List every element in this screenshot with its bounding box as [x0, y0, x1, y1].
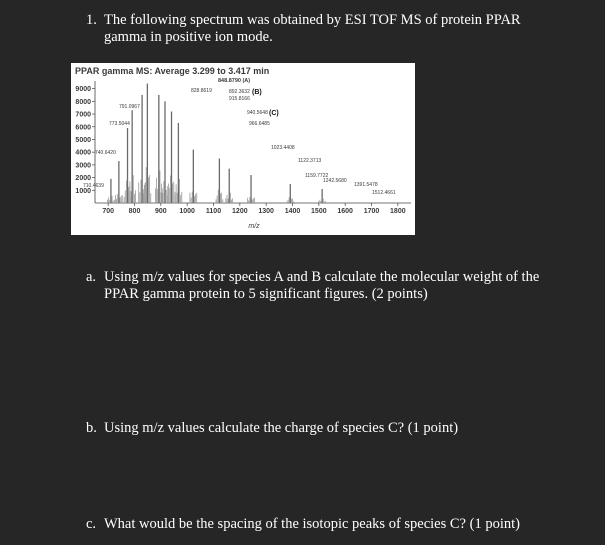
peak-label: 1512.4661	[372, 190, 396, 196]
spectrum-noise	[108, 167, 329, 203]
peak-label: 773.5044	[109, 121, 130, 127]
spectrum-header: PPAR gamma MS: Average 3.299 to 3.417 min	[75, 66, 270, 76]
peak-label: 791.0967	[119, 104, 140, 110]
x-tick-label: 1500	[311, 208, 327, 215]
y-tick-label: 1000	[75, 187, 91, 195]
y-tick-label: 7000	[75, 111, 91, 119]
x-tick-label: 700	[102, 208, 115, 215]
question-c-label: c.	[86, 516, 97, 532]
peak-label: 740.6420	[95, 150, 116, 156]
question-c-text: What would be the spacing of the isotopic peaks of species C? (1 point)	[104, 516, 520, 532]
peak-labels	[83, 78, 396, 196]
y-tick-label: 6000	[75, 124, 91, 132]
x-tick-label: 1600	[337, 208, 353, 215]
peak-label: 1159.7722	[305, 173, 329, 179]
x-tick-label: 1800	[390, 208, 406, 215]
y-tick-label: 3000	[75, 162, 91, 170]
x-axis-label: m/z	[248, 223, 260, 230]
question-1-line1: The following spectrum was obtained by ESI TOF MS of protein PPAR	[104, 12, 521, 28]
question-c	[86, 516, 566, 533]
peak-label: 966.6485	[249, 121, 270, 127]
question-a-line2: PPAR gamma protein to 5 significant figures. (2 points)	[104, 286, 428, 302]
question-a-line1: Using m/z values for species A and B calculate the molecular weight of the	[104, 269, 540, 285]
y-tick-label: 9000	[75, 86, 91, 94]
question-a	[86, 269, 556, 303]
peak-label: 828.8619	[191, 88, 212, 94]
question-a-label: a.	[86, 269, 97, 285]
peak-label: 1391.5478	[354, 182, 378, 188]
y-tick-label: 2000	[75, 175, 91, 183]
peak-label-b: (B)	[252, 89, 262, 96]
x-tick-label: 900	[154, 208, 167, 215]
x-tick-label: 1200	[232, 208, 248, 215]
peak-label: 710.4639	[83, 183, 104, 189]
y-tick-label: 5000	[75, 136, 91, 144]
peak-label: 915.8166	[229, 96, 250, 102]
peak-label-c: (C)	[269, 110, 279, 117]
question-1-line2: gamma in positive ion mode.	[104, 29, 273, 45]
question-b-label: b.	[86, 420, 97, 436]
question-b	[86, 420, 566, 437]
question-b-text: Using m/z values calculate the charge of species C? (1 point)	[104, 420, 459, 436]
mass-spectrum-chart	[71, 63, 415, 235]
x-tick-label: 1700	[363, 208, 380, 215]
spectrum-peaks	[111, 84, 322, 203]
x-tick-label: 1100	[205, 208, 222, 215]
peak-label: 892.3632	[229, 89, 250, 95]
peak-label: 940.5648	[247, 110, 268, 116]
x-axis	[95, 203, 411, 215]
peak-label: 1242.5680	[323, 178, 347, 184]
question-1	[86, 12, 526, 46]
x-tick-label: 1300	[258, 208, 274, 215]
question-1-number: 1.	[86, 12, 97, 28]
x-tick-label: 1000	[179, 208, 195, 215]
x-tick-label: 800	[128, 208, 141, 215]
peak-label-a: 848.8790 (A)	[218, 78, 251, 84]
y-tick-label: 8000	[75, 98, 91, 106]
peak-label: 1122.3713	[298, 158, 322, 164]
x-tick-label: 1400	[284, 208, 301, 215]
mass-spectrum-image	[71, 63, 415, 235]
y-tick-label: 4000	[75, 149, 91, 157]
peak-label: 1023.4408	[271, 145, 295, 151]
